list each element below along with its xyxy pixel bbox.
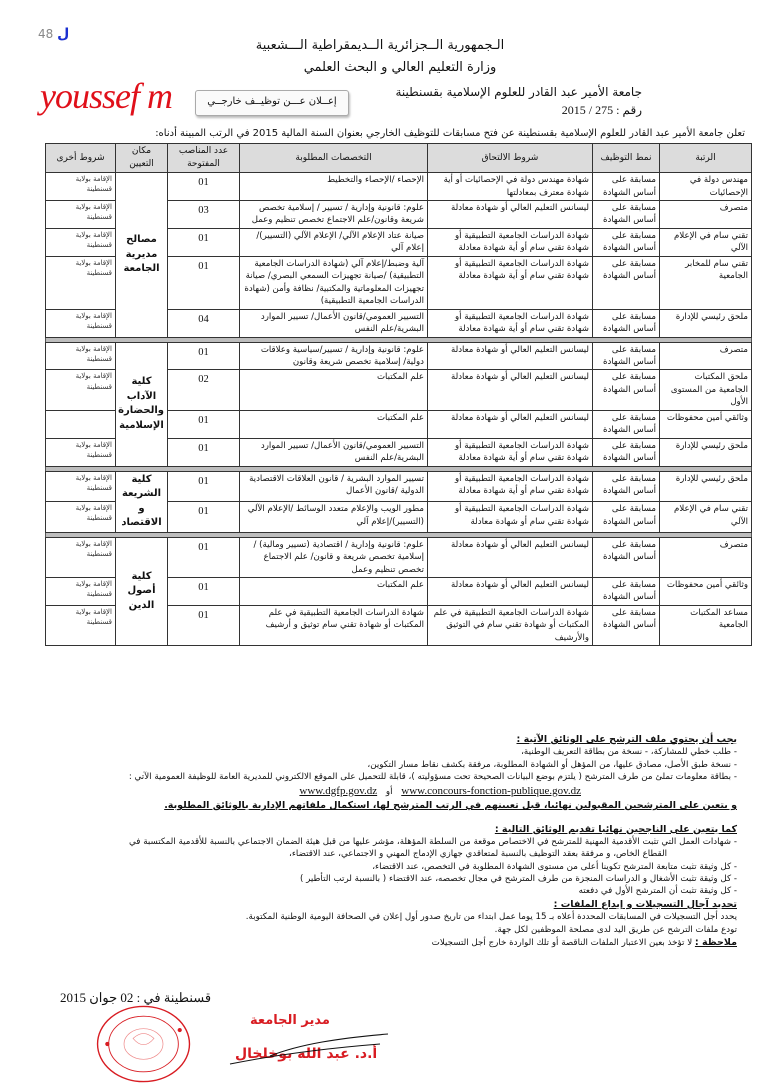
col-specialties: التخصصات المطلوبة — [240, 144, 428, 173]
cell-place: كلية الشريعة و الاقتصاد — [116, 471, 168, 532]
watermark-text: youssef m — [40, 76, 172, 116]
cell-conditions: الإقامة بولاية قسنطينة — [46, 605, 116, 645]
cell-conditions: الإقامة بولاية قسنطينة — [46, 228, 116, 256]
announcement-title: إعــلان عـــن توظيــف خارجــي — [195, 90, 349, 116]
corner-handwritten-mark — [38, 26, 69, 42]
table-header-row — [46, 144, 752, 173]
cell-rank: مساعد المكتبات الجامعية — [660, 605, 752, 645]
cell-mode: مسابقة على أساس الشهادة — [593, 342, 660, 370]
cell-specialties: التسيير العمومي/قانون الأعمال/ تسيير الموارد البشرية/علم النفس — [240, 438, 428, 466]
cell-conditions: الإقامة بولاية قسنطينة — [46, 438, 116, 466]
deadline-line: يحدد أجل التسجيلات في المسابقات المحددة أعلاه بـ 15 يوما عمل ابتداء من تاريخ صدور أول إعلان في الصحافة اليومية الوطنية المكتوبة. — [245, 912, 737, 923]
accepted-candidates-note: و يتعين على المترشحين المقبولين نهائيا، قبل تعيينهم في الرتب المترشح لها، استكمال ملفاتهم الإدارية بالوثائق المطلوبة. — [164, 800, 737, 812]
documents-item: - طلب خطي للمشاركة، - نسخة من بطاقة التعريف الوطنية، — [521, 747, 737, 758]
cell-positions: 04 — [168, 309, 240, 337]
cell-place: كلية أصول الدين — [116, 537, 168, 646]
cell-mode: مسابقة على أساس الشهادة — [593, 410, 660, 438]
jobs-table — [45, 143, 752, 646]
intro-paragraph: تعلن جامعة الأمير عبد القادر للعلوم الإسلامية بقسنطينة عن فتح مسابقات للتوظيف الخارجي بعنوان السنة المالية 2015 في الرتب المبينة أدناه: — [155, 128, 745, 139]
winners-item: - كل وثيقة تثبت الأشغال و الدراسات المنجزة من طرف المترشح في مجال تخصصه، عند الاقتضاء ( بالنسبة لرتب التأطير ) — [299, 874, 737, 885]
cell-positions: 01 — [168, 256, 240, 309]
cell-requirements: شهادة الدراسات الجامعية التطبيقية أو شهادة تقني سام أو شهادة معادلة — [428, 502, 593, 533]
cell-mode: مسابقة على أساس الشهادة — [593, 438, 660, 466]
winners-item: - كل وثيقة تثبت أن المترشح الأول في دفعته — [578, 886, 737, 897]
signing-date: قسنطينة في : 02 جوان 2015 — [60, 990, 212, 1005]
cell-rank: تقني سام في الإعلام الآلي — [660, 502, 752, 533]
cell-requirements: ليسانس التعليم العالي أو شهادة معادلة — [428, 201, 593, 229]
col-conditions: شروط أخرى — [46, 144, 116, 173]
col-requirements: شروط الالتحاق — [428, 144, 593, 173]
university-name: جامعة الأمير عبد القادر للعلوم الإسلامية بقسنطينة — [395, 85, 642, 99]
table-row — [46, 173, 752, 201]
cell-mode: مسابقة على أساس الشهادة — [593, 173, 660, 201]
cell-specialties: علم المكتبات — [240, 577, 428, 605]
signatory-title: مدير الجامعة — [250, 1013, 330, 1028]
reference-number: رقم : 275 / 2015 — [561, 103, 642, 117]
col-mode: نمط التوظيف — [593, 144, 660, 173]
cell-specialties: علم المكتبات — [240, 370, 428, 410]
deadline-heading: تحديد آجال التسجيلات و إيداع الملفات : — [553, 898, 737, 910]
cell-conditions: الإقامة بولاية قسنطينة — [46, 201, 116, 229]
cell-rank: متصرف — [660, 201, 752, 229]
cell-specialties: علوم: قانونية وإدارية / تسيير / إسلامية تخصص شريعة وقانون/علم الاجتماع تخصص تنظيم وعمل — [240, 201, 428, 229]
url-concours-link[interactable]: www.concours-fonction-publique.gov.dz — [401, 784, 581, 797]
cell-positions: 03 — [168, 201, 240, 229]
cell-mode: مسابقة على أساس الشهادة — [593, 309, 660, 337]
cell-mode: مسابقة على أساس الشهادة — [593, 502, 660, 533]
url-or-text: أو — [385, 786, 393, 797]
cell-specialties: شهادة الدراسات الجامعية التطبيقية في علم المكتبات أو شهادة تقني سام توثيق و أرشيف — [240, 605, 428, 645]
cell-mode: مسابقة على أساس الشهادة — [593, 471, 660, 502]
cell-requirements: ليسانس التعليم العالي أو شهادة معادلة — [428, 537, 593, 577]
cell-specialties: التسيير العمومي/قانون الأعمال/ تسيير الموارد البشرية/علم النفس — [240, 309, 428, 337]
cell-specialties: علوم: قانونية وإدارية / اقتصادية (تسيير ومالية) / إسلامية تخصص شريعة و قانون/ علم الاجتماع تخصص تنظيم وعمل — [240, 537, 428, 577]
cell-rank: ملحق المكتبات الجامعية من المستوى الأول — [660, 370, 752, 410]
cell-positions: 01 — [168, 577, 240, 605]
cell-positions: 01 — [168, 537, 240, 577]
cell-requirements: شهادة الدراسات الجامعية التطبيقية أو شهادة تقني سام أو أية شهادة معادلة — [428, 228, 593, 256]
cell-requirements: ليسانس التعليم العالي أو شهادة معادلة — [428, 410, 593, 438]
republic-heading: الـجمهورية الــجزائرية الــديمقراطية الـــشعبية — [255, 38, 505, 53]
cell-mode: مسابقة على أساس الشهادة — [593, 605, 660, 645]
cell-requirements: ليسانس التعليم العالي أو شهادة معادلة — [428, 370, 593, 410]
cell-requirements: شهادة الدراسات الجامعية التطبيقية أو شهادة تقني سام أو أية شهادة معادلة — [428, 309, 593, 337]
cell-mode: مسابقة على أساس الشهادة — [593, 577, 660, 605]
cell-positions: 01 — [168, 342, 240, 370]
cell-conditions: الإقامة بولاية قسنطينة — [46, 537, 116, 577]
cell-positions: 01 — [168, 228, 240, 256]
cell-mode: مسابقة على أساس الشهادة — [593, 370, 660, 410]
col-positions: عدد المناصب المفتوحة — [168, 144, 240, 173]
cell-conditions: الإقامة بولاية قسنطينة — [46, 577, 116, 605]
official-stamp-icon — [92, 1005, 202, 1083]
cell-rank: تقني سام للمخابر الجامعية — [660, 256, 752, 309]
deadline-line: تودع ملفات الترشح عن طريق اليد لدى مصلحة الموظفين لكل جهة. — [494, 924, 737, 935]
urls-line — [40, 784, 737, 800]
cell-specialties: آلية وضبط/إعلام آلي (شهادة الدراسات الجامعية التطبيقية) /صيانة تجهيزات السمعي البصري/ صيانة تجهيزات المعلوماتية والمكتبية/ نظافة وأمن (شهادة الدراسات الجامعية التطبيقية) — [240, 256, 428, 309]
handwritten-signature-icon — [210, 1030, 390, 1080]
cell-positions: 01 — [168, 173, 240, 201]
cell-conditions: الإقامة بولاية قسنطينة — [46, 309, 116, 337]
cell-place: مصالح مديرية الجامعة — [116, 173, 168, 337]
cell-rank: مهندس دولة في الإحصائيات — [660, 173, 752, 201]
cell-requirements: شهادة مهندس دولة في الإحصائيات أو أية شهادة معترف بمعادلتها — [428, 173, 593, 201]
cell-rank: ملحق رئيسي للإدارة — [660, 471, 752, 502]
cell-mode: مسابقة على أساس الشهادة — [593, 228, 660, 256]
cell-rank: وثائقي أمين محفوظات — [660, 410, 752, 438]
cell-positions: 01 — [168, 471, 240, 502]
table-row — [46, 537, 752, 577]
cell-mode: مسابقة على أساس الشهادة — [593, 201, 660, 229]
cell-mode: مسابقة على أساس الشهادة — [593, 537, 660, 577]
cell-positions: 02 — [168, 370, 240, 410]
winners-item: - كل وثيقة تثبت متابعة المترشح تكوينا أعلى من مستوى الشهادة المطلوبة في التخصص، عند الاقتضاء، — [372, 861, 737, 872]
jobs-table-body — [46, 173, 752, 646]
cell-rank: ملحق رئيسي للإدارة — [660, 309, 752, 337]
corner-code: 48 — [38, 27, 54, 41]
cell-positions: 01 — [168, 410, 240, 438]
cell-conditions — [46, 410, 116, 438]
cell-conditions: الإقامة بولاية قسنطينة — [46, 502, 116, 533]
documents-item: - نسخة طبق الأصل، مصادق عليها، من المؤهل أو الشهادة المطلوبة، مرفقة بكشف نقاط مسار التكوين، — [367, 759, 737, 770]
cell-specialties: صيانة عتاد الإعلام الآلي/ الإعلام الآلي (التسيير)/ إعلام آلي — [240, 228, 428, 256]
url-dgfp-link[interactable]: www.dgfp.gov.dz — [299, 784, 378, 797]
cell-conditions: الإقامة بولاية قسنطينة — [46, 173, 116, 201]
ministry-heading: وزارة التعليم العالي و البحث العلمي — [303, 60, 497, 75]
notes-section — [40, 733, 737, 949]
cell-conditions: الإقامة بولاية قسنطينة — [46, 471, 116, 502]
cell-conditions: الإقامة بولاية قسنطينة — [46, 370, 116, 410]
col-rank: الرتبة — [660, 144, 752, 173]
note-line — [40, 936, 737, 949]
cell-positions: 01 — [168, 605, 240, 645]
cell-requirements: شهادة الدراسات الجامعية التطبيقية أو شهادة تقني سام أو أية شهادة معادلة — [428, 471, 593, 502]
cell-requirements: ليسانس التعليم العالي أو شهادة معادلة — [428, 577, 593, 605]
table-row — [46, 471, 752, 502]
cell-conditions: الإقامة بولاية قسنطينة — [46, 256, 116, 309]
cell-rank: متصرف — [660, 342, 752, 370]
cell-rank: تقني سام في الإعلام الآلي — [660, 228, 752, 256]
documents-item: - بطاقة معلومات تملئ من طرف المترشح ( يلتزم بوضع البيانات الصحيحة تحت مسؤوليته )، قابلة للتحميل على الموقع الالكتروني للمديرية العامة للوظيفة العمومية الآتي : — [128, 772, 737, 783]
cell-specialties: علوم: قانونية وإدارية / تسيير/سياسية وعلاقات دولية/ إسلامية تخصص شريعة وقانون — [240, 342, 428, 370]
cell-positions: 01 — [168, 438, 240, 466]
cell-specialties: الإحصاء /الإحصاء والتخطيط — [240, 173, 428, 201]
cell-requirements: شهادة الدراسات الجامعية التطبيقية أو شهادة تقني سام أو أية شهادة معادلة — [428, 256, 593, 309]
col-place: مكان التعيين — [116, 144, 168, 173]
cell-specialties: تسيير الموارد البشرية / قانون العلاقات الاقتصادية الدولية /قانون الأعمال — [240, 471, 428, 502]
cell-specialties: مطور الويب والإعلام متعدد الوسائط /الإعلام الآلي (التسيير)/إعلام آلي — [240, 502, 428, 533]
table-row — [46, 342, 752, 370]
signatory-name: أ.د. عبد الله بوخلخال — [235, 1046, 378, 1062]
winners-heading: كما يتعين على الناجحين نهائيا تقديم الوثائق التالية : — [494, 823, 737, 835]
cell-rank: ملحق رئيسي للإدارة — [660, 438, 752, 466]
cell-mode: مسابقة على أساس الشهادة — [593, 256, 660, 309]
cell-requirements: شهادة الدراسات الجامعية التطبيقية في علم المكتبات أو شهادة تقني سام في التوثيق والأرشيف — [428, 605, 593, 645]
note-label: ملاحظة : — [694, 936, 737, 948]
cell-place: كلية الآداب والحضارة الإسلامية — [116, 342, 168, 466]
winners-item: - شهادات العمل التي تثبت الأقدمية المهنية للمترشح في الاختصاص موقعة من السلطة المؤهلة، مؤشر عليها من قبل هيئة الضمان الاجتماعي بالنسبة للأقدمية المكتسبة في — [129, 837, 737, 848]
cell-requirements: شهادة الدراسات الجامعية التطبيقية أو شهادة تقني سام أو أية شهادة معادلة — [428, 438, 593, 466]
cell-conditions: الإقامة بولاية قسنطينة — [46, 342, 116, 370]
winners-item: القطاع الخاص، و مرفقة بعقد التوظيف بالنسبة لمتعاقدي جهازي الإدماج المهني و الاجتماعي، عند الاقتضاء، — [289, 849, 667, 860]
cell-requirements: ليسانس التعليم العالي أو شهادة معادلة — [428, 342, 593, 370]
note-text: لا تؤخذ بعين الاعتبار الملفات الناقصة أو تلك الواردة خارج أجل التسجيلات — [431, 937, 693, 948]
corner-initial: ل — [57, 26, 70, 42]
documents-heading: يجب أن يحتوي ملف الترشح على الوثائق الآتية : — [516, 734, 737, 745]
cell-positions: 01 — [168, 502, 240, 533]
cell-specialties: علم المكتبات — [240, 410, 428, 438]
cell-rank: متصرف — [660, 537, 752, 577]
cell-rank: وثائقي أمين محفوظات — [660, 577, 752, 605]
